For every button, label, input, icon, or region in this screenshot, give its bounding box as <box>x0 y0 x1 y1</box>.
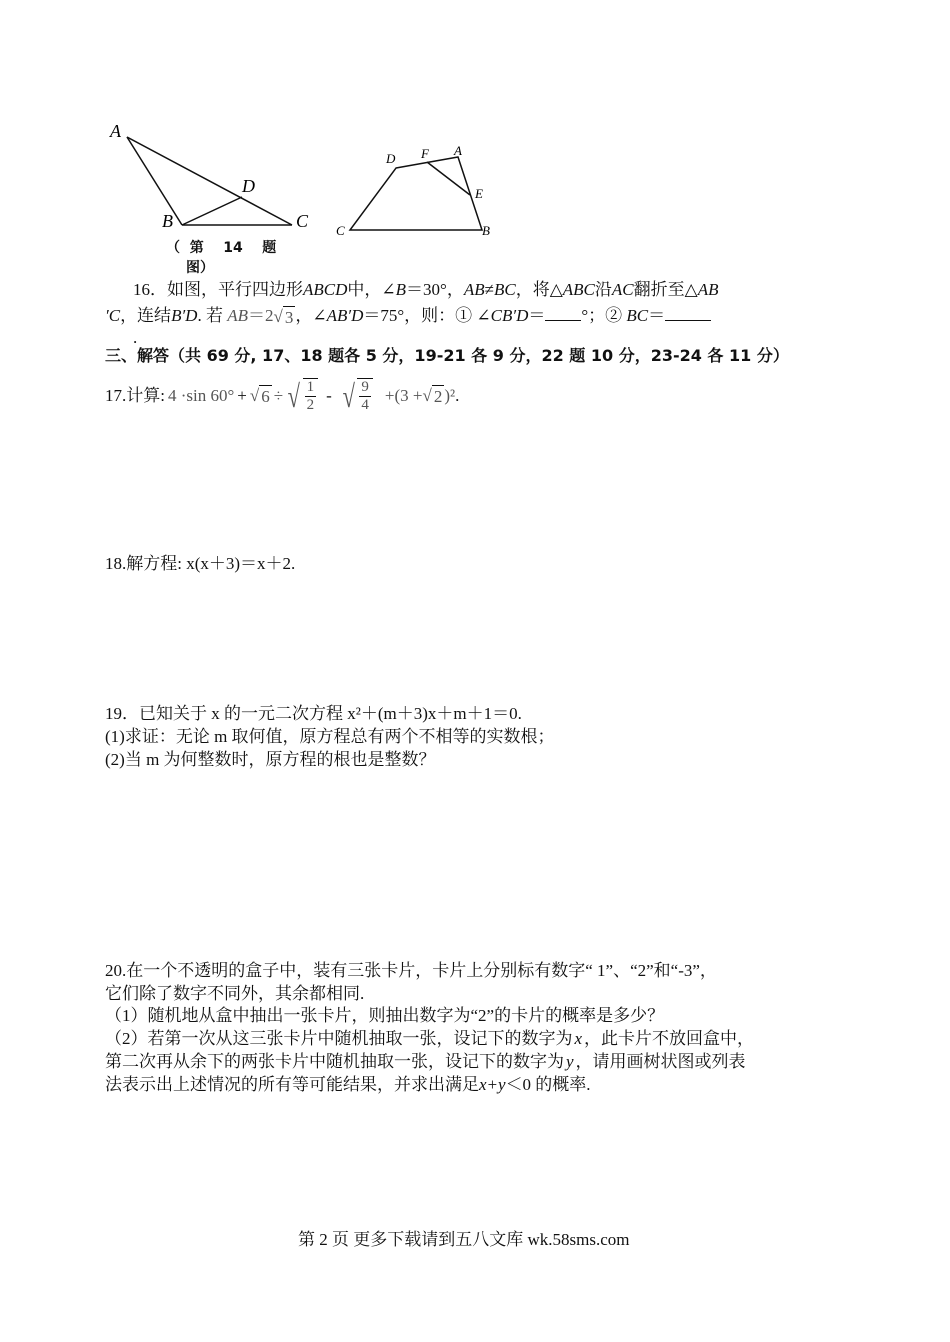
label-c: C <box>296 211 309 231</box>
q20-line-4: （2）若第一次从这三张卡片中随机抽取一张，设记下的数字为 x ，此卡片不放回盒中， <box>105 1029 755 1048</box>
q20-line-5: 第二次再从余下的两张卡片中随机抽取一张，设记下的数字为 y ，请用画树状图或列表 <box>105 1052 746 1071</box>
sqrt-6: √ 6 <box>249 386 270 406</box>
label-f: F <box>421 146 429 161</box>
figure-quadrilateral <box>330 140 510 240</box>
label-d: D <box>242 176 255 196</box>
label-a: A <box>454 143 462 158</box>
page-footer: 第 2 页 更多下载请到五八文库 wk.58sms.com <box>298 1230 630 1249</box>
sqrt-nine-quarters: √ $\frac{9}{4}$ <box>340 378 373 414</box>
sqrt-one-half: √ $\frac{1}{2}$ <box>285 378 318 414</box>
q20-line-3: （1）随机地从盒中抽出一张卡片，则抽出数字为“2”的卡片的概率是多少？ <box>105 1006 665 1025</box>
sqrt-2: √ 2 <box>422 386 443 406</box>
figure-14-caption <box>166 238 276 278</box>
label-e: E <box>475 186 483 201</box>
q19-line-1: 19．已知关于 x 的一元二次方程 x²＋(m＋3)x＋m＋1＝0. <box>105 704 522 723</box>
q16-line-1: 16．如图，平行四边形ABCD中，∠B＝30°，AB≠BC，将△ABC沿AC翻折至△AB <box>133 280 719 299</box>
segment-fe <box>427 162 470 195</box>
q16-line-3: . <box>133 328 138 347</box>
q16-line-2: ′C，连结B′D. 若 AB＝2 √ 3 ，∠AB′D＝75°，则：① ∠CB′D＝ °；② BC＝ <box>105 303 711 329</box>
figure-14-triangle <box>100 115 330 235</box>
label-b: B <box>482 223 490 238</box>
quad-dabc <box>350 157 482 230</box>
label-a: A <box>110 121 121 141</box>
q20-line-6: 法表示出上述情况的所有等可能结果，并求出满足x+y＜0 的概率. <box>105 1075 591 1094</box>
section-3-heading: 三、解答（共 69 分, 17、18 题各 5 分，19-21 各 9 分，22 题 10 分，23-24 各 11 分） <box>105 346 789 365</box>
answer-blank-2[interactable] <box>665 303 711 321</box>
segment-ab <box>127 137 182 225</box>
segment-bd <box>182 197 242 225</box>
caption-line-2: 图） <box>186 260 214 276</box>
q17-expression: 17.计算: 4 ·sin 60° + √ 6 ÷ √ $\frac{1}{2}$ - √ $\frac{9}{4}$ +(3 + √ 2 )² . <box>105 378 460 414</box>
q20-line-2: 它们除了数字不同外，其余都相同. <box>105 984 365 1003</box>
q19-line-3: (2)当 m 为何整数时，原方程的根也是整数？ <box>105 750 436 769</box>
q20-line-1: 20.在一个不透明的盒子中，装有三张卡片，卡片上分别标有数字“ 1”、“2”和“-3”， <box>105 961 717 980</box>
label-b: B <box>162 211 173 231</box>
answer-blank-1[interactable] <box>545 303 581 321</box>
sqrt-3: √ 3 <box>273 307 294 327</box>
label-d: D <box>386 151 396 166</box>
caption-line-1: （ 第 14 题 <box>166 240 277 256</box>
q19-line-2: (1)求证：无论 m 取何值，原方程总有两个不相等的实数根； <box>105 727 555 746</box>
label-c: C <box>336 223 345 238</box>
q18-text: 18.解方程: x(x＋3)＝x＋2. <box>105 554 296 573</box>
